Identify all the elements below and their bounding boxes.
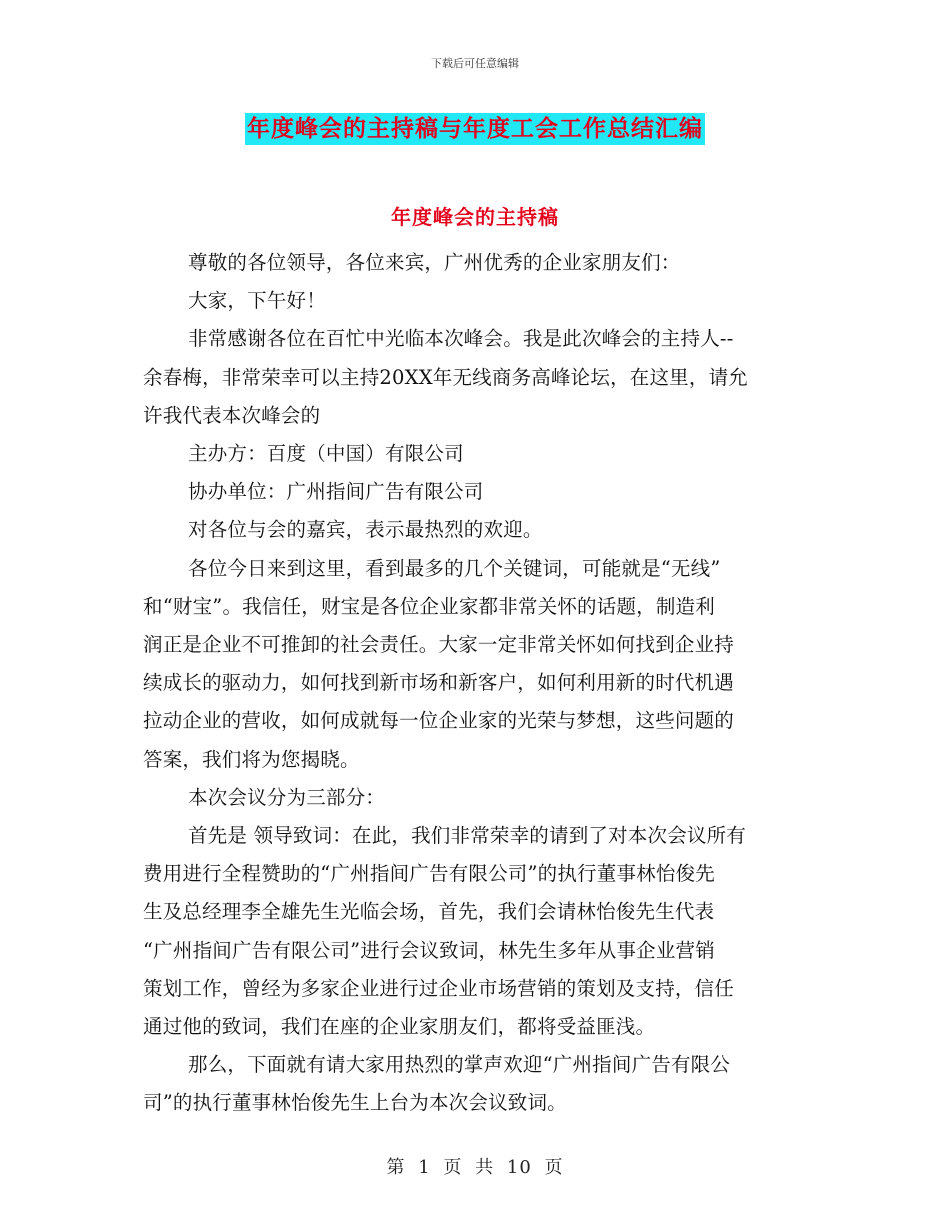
footer-prefix: 第 bbox=[386, 1157, 406, 1178]
total-pages: 10 bbox=[506, 1157, 532, 1178]
paragraph-line: 首先是 领导致词：在此，我们非常荣幸的请到了对本次会议所有 bbox=[188, 824, 746, 848]
paragraph-line: 主办方：百度（中国）有限公司 bbox=[188, 442, 464, 466]
body-text bbox=[143, 244, 809, 1123]
paragraph-line-continued: 答案，我们将为您揭晓。 bbox=[143, 747, 360, 771]
paragraph-line-continued: 续成长的驱动力，如何找到新市场和新客户，如何利用新的时代机遇 bbox=[143, 671, 735, 695]
paragraph-line-continued: 生及总经理李全雄先生光临会场，首先，我们会请林怡俊先生代表 bbox=[143, 900, 715, 924]
paragraph-line-continued: 策划工作，曾经为多家企业进行过企业市场营销的策划及支持，信任 bbox=[143, 976, 735, 1000]
document-title: 年度峰会的主持稿与年度工会工作总结汇编 bbox=[245, 113, 705, 145]
paragraph-line: 那么，下面就有请大家用热烈的掌声欢迎“广州指间广告有限公 bbox=[188, 1053, 731, 1077]
paragraph-line: 尊敬的各位领导，各位来宾，广州优秀的企业家朋友们： bbox=[188, 251, 681, 274]
paragraph-line-continued: 拉动企业的营收，如何成就每一位企业家的光荣与梦想，这些问题的 bbox=[143, 709, 735, 733]
paragraph-line: 非常感谢各位在百忙中光临本次峰会。我是此次峰会的主持人-- bbox=[188, 327, 734, 351]
paragraph-line-continued: 费用进行全程赞助的“广州指间广告有限公司”的执行董事林怡俊先 bbox=[143, 862, 715, 886]
paragraph-line: 协办单位：广州指间广告有限公司 bbox=[188, 480, 484, 504]
section-title: 年度峰会的主持稿 bbox=[391, 205, 559, 229]
page-footer bbox=[0, 1153, 950, 1179]
header-note: 下载后可任意编辑 bbox=[431, 57, 519, 70]
paragraph-line: 大家，下午好！ bbox=[188, 289, 326, 313]
footer-total-prefix: 共 bbox=[475, 1157, 495, 1178]
paragraph-line: 对各位与会的嘉宾，表示最热烈的欢迎。 bbox=[188, 518, 543, 542]
footer-page-unit: 页 bbox=[443, 1157, 463, 1178]
page-number: 1 bbox=[418, 1157, 431, 1178]
paragraph-line-continued: 司”的执行董事林怡俊先生上台为本次会议致词。 bbox=[143, 1091, 567, 1115]
paragraph-line-continued: 和“财宝”。我信任，财宝是各位企业家都非常关怀的话题，制造利 bbox=[143, 594, 715, 618]
paragraph-line-continued: 润正是企业不可推卸的社会责任。大家一定非常关怀如何找到企业持 bbox=[143, 633, 735, 657]
paragraph-line-continued: “广州指间广告有限公司”进行会议致词，林先生多年从事企业营销 bbox=[143, 938, 715, 962]
paragraph-line: 各位今日来到这里，看到最多的几个关键词，可能就是“无线” bbox=[188, 556, 721, 580]
paragraph-line-continued: 余春梅，非常荣幸可以主持20XX年无线商务高峰论坛，在这里，请允 bbox=[143, 365, 748, 389]
paragraph-line: 本次会议分为三部分： bbox=[188, 785, 386, 809]
paragraph-line-continued: 许我代表本次峰会的 bbox=[143, 403, 321, 427]
paragraph-line-continued: 通过他的致词，我们在座的企业家朋友们，都将受益匪浅。 bbox=[143, 1015, 656, 1039]
footer-total-unit: 页 bbox=[544, 1157, 564, 1178]
